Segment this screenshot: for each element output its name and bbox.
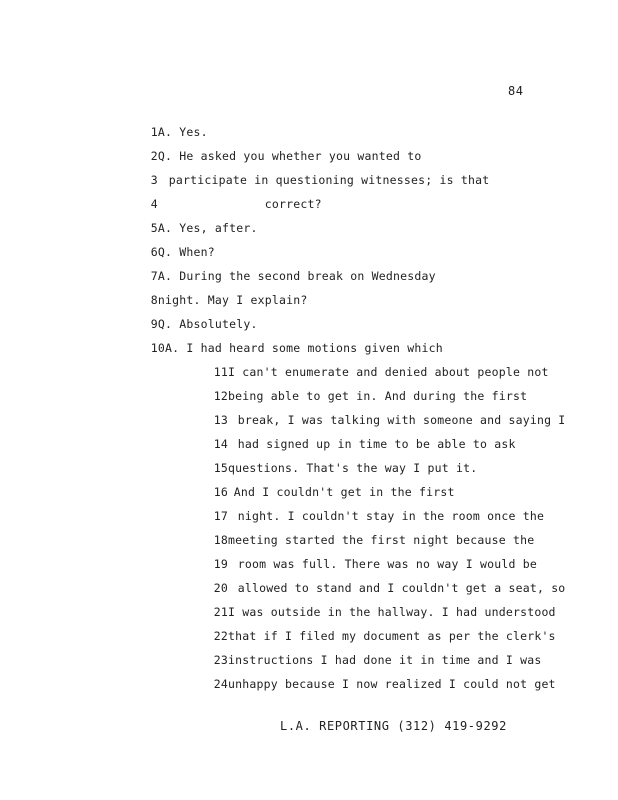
transcript-line — [108, 324, 443, 355]
line-text: night. I couldn't stay in the room once the — [237, 509, 545, 523]
line-text: meeting started the first night because the — [228, 533, 535, 547]
line-text: I can't enumerate and denied about people not — [228, 365, 549, 379]
line-number: 7 — [150, 269, 158, 283]
transcript-line — [171, 348, 549, 379]
transcript-line — [108, 300, 258, 331]
transcript-line — [108, 276, 308, 307]
transcript-line — [171, 492, 545, 523]
line-text: participate in questioning witnesses; is that — [168, 173, 490, 187]
line-text: Q. Absolutely. — [157, 317, 258, 331]
reporter-footer: L.A. REPORTING (312) 419-9292 — [280, 719, 507, 733]
transcript-line — [171, 372, 528, 403]
line-number: 14 — [213, 437, 228, 451]
line-number: 13 — [213, 413, 228, 427]
line-number: 5 — [150, 221, 158, 235]
line-number: 20 — [213, 581, 228, 595]
line-number: 24 — [213, 677, 228, 691]
transcript-line — [171, 612, 556, 643]
transcript-line — [171, 444, 478, 475]
line-text: Q. He asked you whether you wanted to — [157, 149, 422, 163]
line-text: allowed to stand and I couldn't get a seat, so — [237, 581, 566, 595]
line-text: A. Yes. — [157, 125, 208, 139]
transcript-line — [108, 180, 322, 211]
line-text: A. Yes, after. — [157, 221, 258, 235]
line-number: 6 — [150, 245, 158, 259]
transcript-line — [108, 108, 208, 139]
line-number: 1 — [150, 125, 158, 139]
transcript-line — [171, 540, 537, 571]
line-text: night. May I explain? — [157, 293, 308, 307]
transcript-line — [171, 588, 556, 619]
page-number: 84 — [508, 84, 524, 98]
transcript-line — [171, 468, 455, 499]
transcript-line — [108, 204, 258, 235]
line-number: 9 — [150, 317, 158, 331]
line-number: 10 — [150, 341, 165, 355]
line-number: 19 — [213, 557, 228, 571]
line-text: break, I was talking with someone and saying I — [237, 413, 566, 427]
line-number: 3 — [150, 173, 158, 187]
line-number: 8 — [150, 293, 158, 307]
line-number: 17 — [213, 509, 228, 523]
line-text: room was full. There was no way I would be — [237, 557, 537, 571]
line-text: A. I had heard some motions given which — [165, 341, 443, 355]
line-text: questions. That's the way I put it. — [228, 461, 478, 475]
line-number: 21 — [213, 605, 228, 619]
line-text: correct? — [264, 197, 322, 211]
line-text: Q. When? — [157, 245, 215, 259]
transcript-line — [108, 252, 436, 283]
line-number: 18 — [213, 533, 228, 547]
transcript-line — [108, 132, 422, 163]
line-text: A. During the second break on Wednesday — [157, 269, 436, 283]
line-number: 15 — [213, 461, 228, 475]
line-text: I was outside in the hallway. I had understood — [228, 605, 556, 619]
line-number: 23 — [213, 653, 228, 667]
line-text: instructions I had done it in time and I was — [228, 653, 542, 667]
transcript-line — [108, 156, 490, 187]
transcript-line — [171, 564, 566, 595]
line-text: had signed up in time to be able to ask — [237, 437, 516, 451]
line-text: being able to get in. And during the first — [228, 389, 528, 403]
line-text: unhappy because I now realized I could not get — [228, 677, 556, 691]
line-number: 11 — [213, 365, 228, 379]
transcript-line — [108, 228, 215, 259]
transcript-line — [171, 420, 516, 451]
transcript-line — [171, 660, 556, 691]
line-number: 2 — [150, 149, 158, 163]
line-number: 22 — [213, 629, 228, 643]
line-text: And I couldn't get in the first — [233, 485, 455, 499]
line-number: 4 — [150, 197, 158, 211]
line-number: 16 — [213, 485, 228, 499]
transcript-line — [171, 636, 542, 667]
line-number: 12 — [213, 389, 228, 403]
transcript-line — [171, 516, 535, 547]
line-text: that if I filed my document as per the clerk's — [228, 629, 556, 643]
transcript-line — [171, 396, 566, 427]
